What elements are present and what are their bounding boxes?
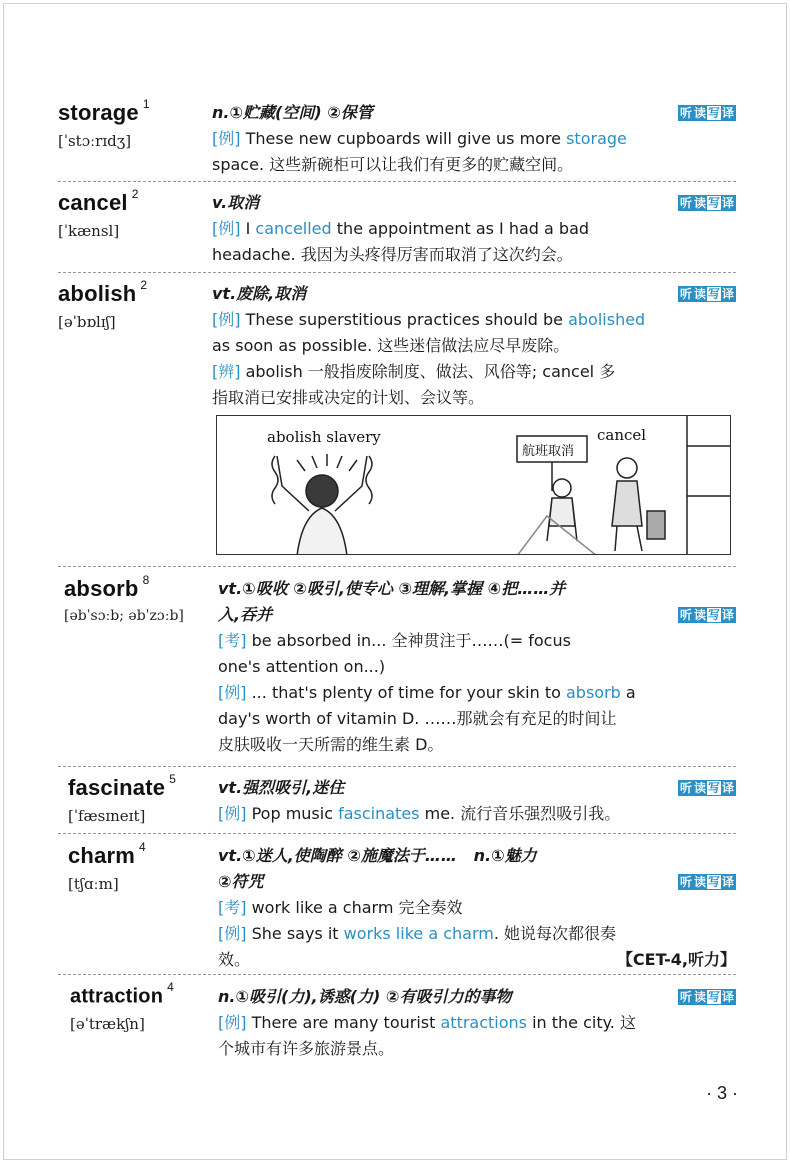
example-tag: [例] <box>212 129 241 148</box>
headword: abolish $^2$ <box>58 277 148 306</box>
part-of-speech: n.①贮藏(空间) ②保管 <box>212 103 373 122</box>
example-line: as soon as possible. 这些迷信做法应尽早废除。 <box>212 336 570 355</box>
example-line: headache. 我因为头疼得厉害而取消了这次约会。 <box>212 245 573 264</box>
phonetic: [əˈtrækʃn] <box>70 1014 145 1033</box>
example-tag: [例] <box>212 310 241 329</box>
part-of-speech: v.取消 <box>212 193 260 212</box>
entry-absorb <box>58 572 736 756</box>
entry-attraction <box>58 980 736 1064</box>
distinction-line: 指取消已安排或决定的计划、会议等。 <box>212 388 485 407</box>
definition-block: vt.废除,取消 听 读 写 译 [例] These superstitious practices should be abolished as soon as possible. 这些迷信做法应尽早废除。 [辨] abolish 一般指废除制度、做法、风俗等; cancel 多 指取消已安排或决定的计划、会议等。 <box>212 281 736 411</box>
highlight-word: fascinates <box>338 804 420 823</box>
skill-badge: 听 读 写 译 <box>679 608 734 622</box>
phonetic: [ˈfæsɪneɪt] <box>68 807 146 825</box>
definition-block: vt.①吸收 ②吸引,使专心 ③理解,掌握 ④把……并 入,吞并 听 读 写 译 [考] be absorbed in... 全神贯注于……(= focus one's attention on...) [例] ... that's plenty of time for your skin to absorb a day's worth of vitamin D. ……那就会有充足的时间让 皮肤吸收一天所需的维生素 D。 <box>218 576 736 758</box>
phonetic: [ˈstɔːrɪdʒ] <box>58 132 132 150</box>
example-tag: [例] <box>218 804 247 823</box>
part-of-speech: vt.①吸收 ②吸引,使专心 ③理解,掌握 ④把……并 <box>218 579 566 598</box>
source-note: 【CET-4,听力】 <box>616 950 736 969</box>
illustration-label-cancel: cancel <box>597 426 647 444</box>
example-line: day's worth of vitamin D. ……那就会有充足的时间让 <box>218 709 617 728</box>
definition-block: vt.①迷人,使陶醉 ②施魔法于…… n.①魅力 ②符咒 听 读 写 译 [考] work like a charm 完全奏效 [例] She says it works like a charm. 她说每次都很奏 效。 【CET-4,听力】 <box>218 843 736 973</box>
part-of-speech-cont: 入,吞并 <box>218 605 273 624</box>
example-line: space. 这些新碗柜可以让我们有更多的贮藏空间。 <box>212 155 574 174</box>
part-of-speech: vt.废除,取消 <box>212 284 307 303</box>
skill-badge: 听 读 写 译 <box>679 875 734 889</box>
illustration-sign: 航班取消 <box>522 444 575 459</box>
definition-block: n.①吸引(力),诱惑(力) ②有吸引力的事物 听 读 写 译 [例] There are many tourist attractions in the city. 这 个城市有许多旅游景点。 <box>218 984 736 1062</box>
headword-block <box>58 277 208 331</box>
page-number: · 3 · <box>705 1083 738 1103</box>
headword-block <box>68 771 218 825</box>
headword: charm $^4$ <box>68 839 146 868</box>
highlight-word: works like a charm <box>343 924 494 943</box>
exam-tag: [考] <box>218 631 247 650</box>
entry-fascinate <box>58 771 736 831</box>
highlight-word: abolished <box>568 310 646 329</box>
distinction-tag: [辨] <box>212 362 241 381</box>
entry-storage <box>58 96 736 180</box>
exam-tag: [考] <box>218 898 247 917</box>
phonetic: [əbˈsɔːb; əbˈzɔːb] <box>64 608 184 624</box>
divider <box>58 181 736 182</box>
divider <box>58 833 736 834</box>
divider <box>58 272 736 273</box>
headword-block <box>58 96 208 150</box>
headword-block <box>64 572 214 624</box>
skill-badge: 听 读 写 译 <box>679 196 734 210</box>
example-tag: [例] <box>212 219 241 238</box>
example-tag: [例] <box>218 683 247 702</box>
headword-block <box>68 839 218 893</box>
definition-block: vt.强烈吸引,迷住 听 读 写 译 [例] Pop music fascinates me. 流行音乐强烈吸引我。 <box>218 775 736 827</box>
illustration <box>216 415 731 555</box>
entry-abolish <box>58 277 736 411</box>
phonetic: [əˈbɒlɪʃ] <box>58 313 116 331</box>
highlight-word: storage <box>566 129 627 148</box>
highlight-word: attractions <box>440 1013 527 1032</box>
entry-cancel <box>58 186 736 270</box>
definition-block: v.取消 听 读 写 译 [例] I cancelled the appointment as I had a bad headache. 我因为头疼得厉害而取消了这次约会。 <box>212 190 736 268</box>
phonetic: [tʃɑːm] <box>68 875 119 893</box>
illustration-label-abolish: abolish slavery <box>267 428 381 446</box>
phonetic: [ˈkænsl] <box>58 222 120 240</box>
highlight-word: cancelled <box>255 219 332 238</box>
example-line: 皮肤吸收一天所需的维生素 D。 <box>218 735 444 754</box>
divider <box>58 974 736 975</box>
headword: attraction $^4$ <box>70 980 174 1008</box>
divider <box>58 566 736 567</box>
example-tag: [例] <box>218 1013 247 1032</box>
example-tag: [例] <box>218 924 247 943</box>
headword: fascinate $^5$ <box>68 771 177 800</box>
highlight-word: absorb <box>565 683 621 702</box>
example-line: 效。 <box>218 950 251 969</box>
headword-block <box>70 980 220 1033</box>
divider <box>58 766 736 767</box>
headword: absorb $^8$ <box>64 572 150 601</box>
headword: cancel $^2$ <box>58 186 139 215</box>
part-of-speech-cont: ②符咒 <box>218 872 264 891</box>
skill-badge: 听 读 写 译 <box>679 287 734 301</box>
exam-line: one's attention on...) <box>218 657 386 676</box>
part-of-speech: vt.强烈吸引,迷住 <box>218 778 345 797</box>
headword: storage $^1$ <box>58 96 150 125</box>
headword-block <box>58 186 208 240</box>
skill-badge: 听 读 写 译 <box>679 781 734 795</box>
entry-charm <box>58 839 736 973</box>
skill-badge: 听 读 写 译 <box>679 106 734 120</box>
part-of-speech: n.①吸引(力),诱惑(力) ②有吸引力的事物 <box>218 987 512 1006</box>
skill-badge: 听 读 写 译 <box>679 990 734 1004</box>
example-line: 个城市有许多旅游景点。 <box>218 1039 395 1058</box>
definition-block: n.①贮藏(空间) ②保管 听 读 写 译 [例] These new cupboards will give us more storage space. 这些新碗柜可以让我们有更多的贮藏空间。 <box>212 100 736 178</box>
part-of-speech: vt.①迷人,使陶醉 ②施魔法于…… n.①魅力 <box>218 846 537 865</box>
